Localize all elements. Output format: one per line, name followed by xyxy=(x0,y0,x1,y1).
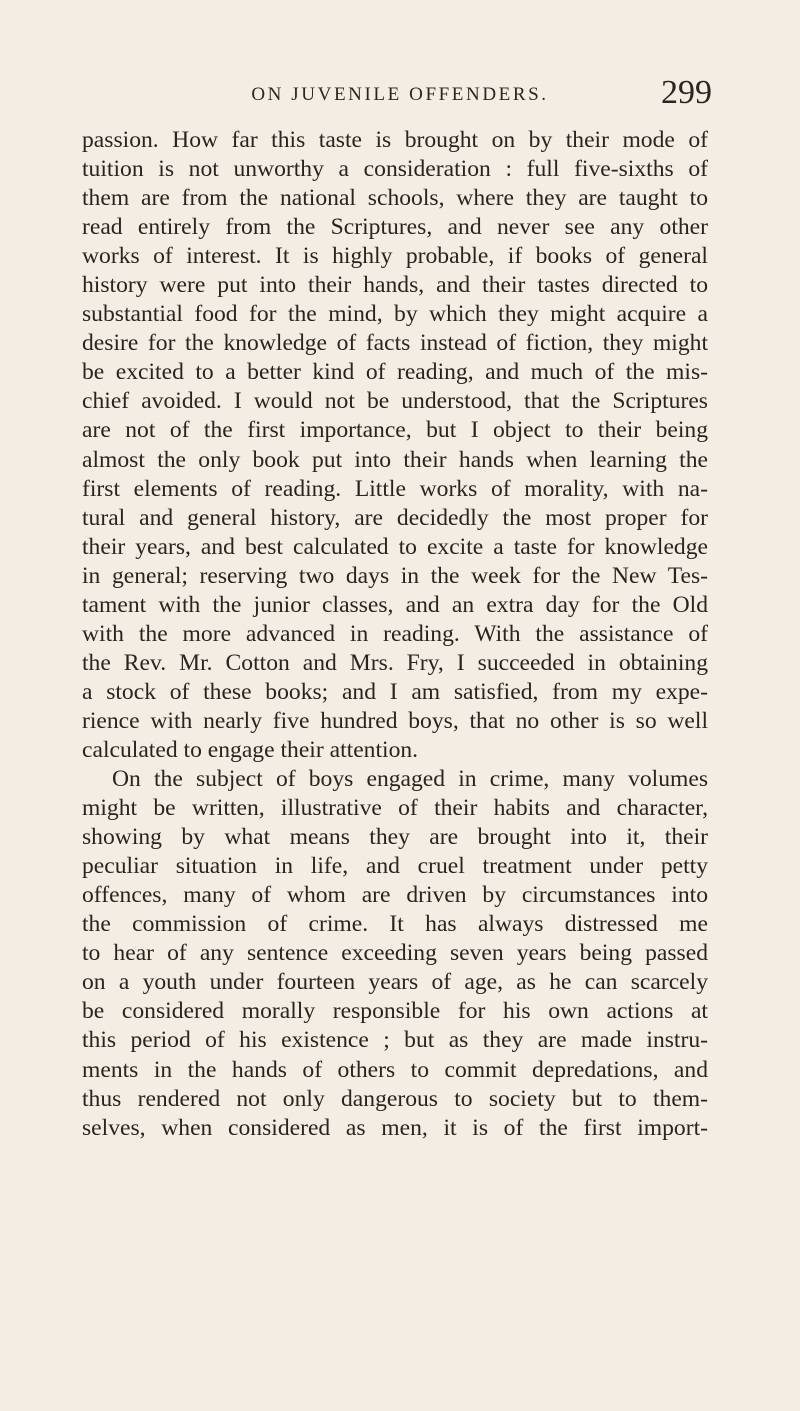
text-line: works of interest. It is highly probable, if books of general xyxy=(82,243,708,270)
text-line: them are from the national schools, where they are taught to xyxy=(82,185,708,212)
text-line: tament with the junior classes, and an extra day for the Old xyxy=(82,591,708,618)
text-line: their years, and best calculated to excite a taste for knowledge xyxy=(82,533,708,560)
running-title: ON JUVENILE OFFENDERS. xyxy=(251,84,549,105)
text-line: offences, many of whom are driven by circumstances into xyxy=(82,882,708,909)
text-line: first elements of reading. Little works of morality, with na- xyxy=(82,475,708,502)
text-line: peculiar situation in life, and cruel treatment under petty xyxy=(82,853,708,880)
text-line: be excited to a better kind of reading, and much of the mis- xyxy=(82,359,708,386)
text-line: the Rev. Mr. Cotton and Mrs. Fry, I succeeded in obtaining xyxy=(82,649,708,676)
text-line: are not of the first importance, but I object to their being xyxy=(82,417,708,444)
text-line: with the more advanced in reading. With the assistance of xyxy=(82,620,708,647)
paragraph-start-line: On the subject of boys engaged in crime, many volumes xyxy=(112,766,708,793)
page-number: 299 xyxy=(661,74,712,111)
text-line: read entirely from the Scriptures, and never see any other xyxy=(82,214,708,241)
text-line: almost the only book put into their hands when learning the xyxy=(82,446,708,473)
body-text xyxy=(82,126,708,1143)
text-line: to hear of any sentence exceeding seven years being passed xyxy=(82,940,708,967)
text-line: ments in the hands of others to commit depredations, and xyxy=(82,1056,708,1083)
text-line: tural and general history, are decidedly the most proper for xyxy=(82,504,708,531)
text-line: a stock of these books; and I am satisfied, from my expe- xyxy=(82,678,708,705)
text-line: showing by what means they are brought into it, their xyxy=(82,824,708,851)
text-line: be considered morally responsible for his own actions at xyxy=(82,998,708,1025)
text-line: desire for the knowledge of facts instead of fiction, they might xyxy=(82,330,708,357)
text-line: on a youth under fourteen years of age, as he can scarcely xyxy=(82,969,708,996)
text-line: might be written, illustrative of their habits and character, xyxy=(82,795,708,822)
text-line: passion. How far this taste is brought on by their mode of xyxy=(82,127,708,153)
paragraph-end-line: calculated to engage their attention. xyxy=(82,736,419,763)
text-line: this period of his existence ; but as they are made instru- xyxy=(82,1027,708,1054)
text-line: history were put into their hands, and their tastes directed to xyxy=(82,272,708,299)
text-line: in general; reserving two days in the week for the New Tes- xyxy=(82,562,708,589)
running-head xyxy=(0,74,800,118)
text-line: thus rendered not only dangerous to society but to them- xyxy=(82,1085,708,1112)
text-line: selves, when considered as men, it is of the first import- xyxy=(82,1114,708,1141)
text-line: chief avoided. I would not be understood, that the Scriptures xyxy=(82,388,708,415)
text-line: rience with nearly five hundred boys, that no other is so well xyxy=(82,707,708,734)
text-line: substantial food for the mind, by which they might acquire a xyxy=(82,301,708,328)
text-line: the commission of crime. It has always distressed me xyxy=(82,911,708,938)
text-line: tuition is not unworthy a consideration : full five-sixths of xyxy=(82,156,708,183)
